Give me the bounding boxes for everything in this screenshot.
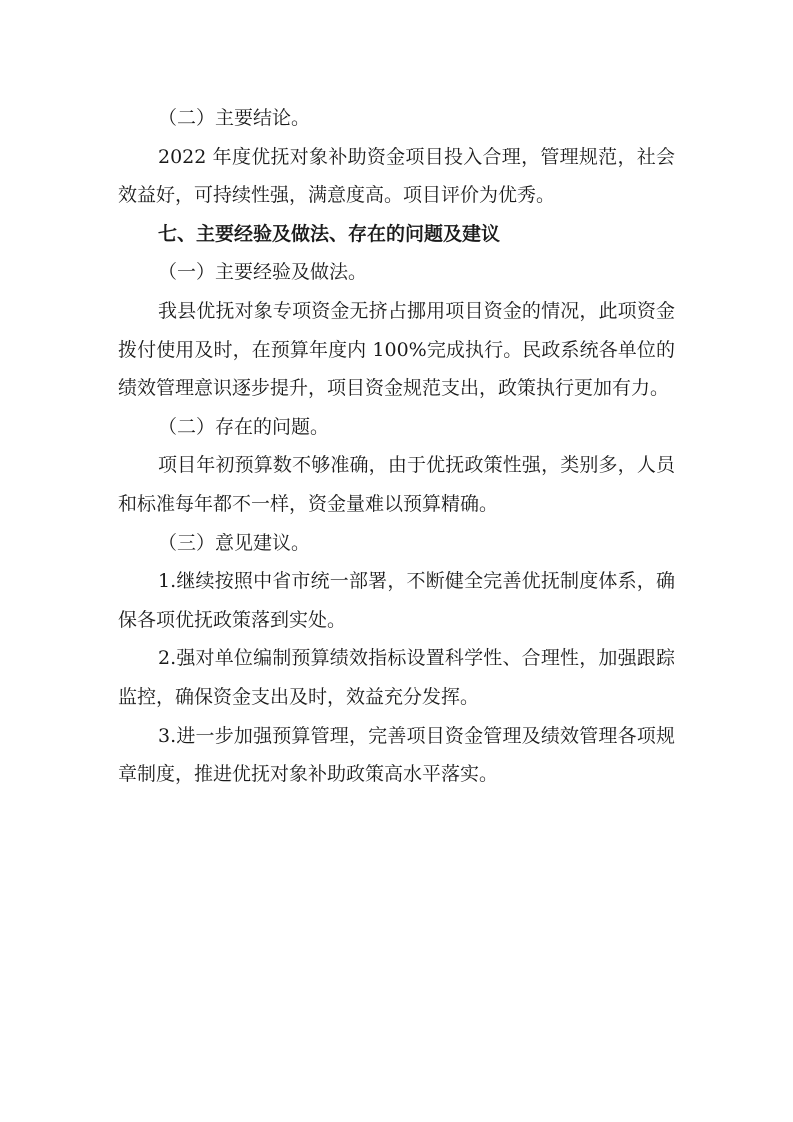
paragraph-experience-text: 我县优抚对象专项资金无挤占挪用项目资金的情况，此项资金拨付使用及时，在预算年度内 100%完成执行。民政系统各单位的绩效管理意识逐步提升，项目资金规范支出，政策执行更加有力。 (118, 299, 675, 400)
paragraph-conclusion-text: 2022 年度优抚对象补助资金项目投入合理，管理规范，社会效益好，可持续性强，满意度高。项目评价为优秀。 (118, 145, 675, 207)
paragraph-suggestion-2: 2.强对单位编制预算绩效指标设置科学性、合理性，加强跟踪监控，确保资金支出及时，效益充分发挥。 (118, 647, 675, 708)
subheading-suggestions: （三）意见建议。 (158, 531, 311, 554)
section-heading-experience-issues-suggestions: 七、主要经验及做法、存在的问题及建议 (158, 222, 501, 245)
paragraph-suggestion-1: 1.继续按照中省市统一部署，不断健全完善优抚制度体系，确保各项优抚政策落到实处。 (118, 570, 675, 631)
paragraph-suggestion-3: 3.进一步加强预算管理，完善项目资金管理及绩效管理各项规章制度，推进优抚对象补助政策高水平落实。 (118, 724, 675, 786)
paragraph-problems-text: 项目年初预算数不够准确，由于优抚政策性强，类别多，人员和标准每年都不一样，资金量难以预算精确。 (118, 454, 675, 515)
subheading-main-experience: （一）主要经验及做法。 (158, 261, 368, 284)
subheading-existing-problems: （二）存在的问题。 (158, 415, 330, 438)
document-body (118, 99, 675, 794)
subheading-main-conclusion: （二）主要结论。 (158, 107, 311, 129)
